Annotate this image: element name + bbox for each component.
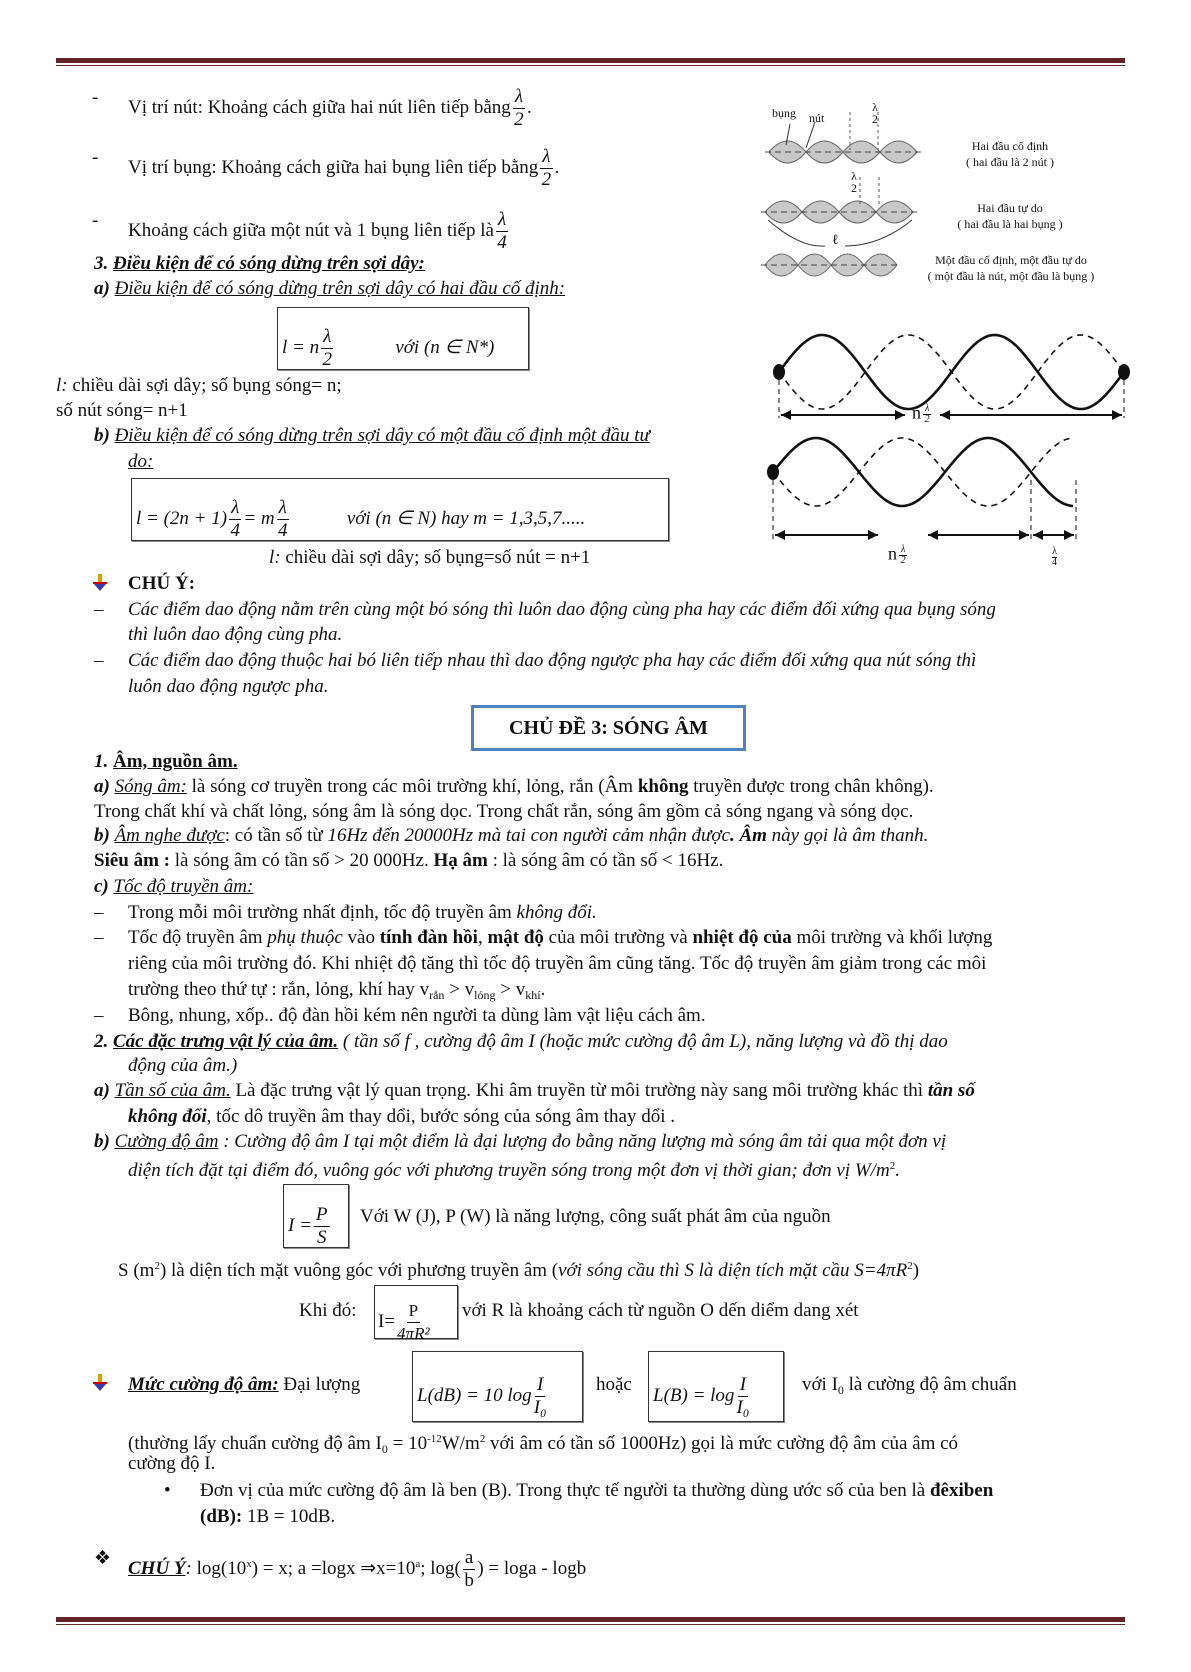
label-half-lambda: λ 2 (851, 169, 857, 195)
formula-box-b: L(B) = log $\frac{I}{\text{I₀}}$ (648, 1351, 784, 1422)
text-segment: không (637, 776, 689, 797)
text-segment: : có tần số từ (224, 825, 328, 846)
text-segment: CHÚ Ý (128, 1557, 186, 1579)
text-segment: là sóng âm có tần số > 20 000Hz. (170, 850, 434, 871)
text-segment: > v (444, 979, 475, 1000)
dash: - (92, 87, 99, 108)
para (128, 1004, 706, 1028)
text-segment: số nút sóng= n+1 (56, 400, 188, 421)
dash: – (94, 902, 104, 923)
text-segment: riêng của môi trường đó. Khi nhiệt độ tăng thì tốc độ truyền âm cũng tăng. Tốc độ truyền âm giảm trong các môi (128, 953, 987, 974)
text-segment: không đổi. (516, 902, 597, 923)
text-segment: a) (94, 278, 115, 299)
text-segment: với I (802, 1374, 838, 1395)
text-segment: vào (342, 927, 380, 948)
text-segment: Các đặc trưng vật lý của âm. (113, 1031, 339, 1052)
text-segment: nhiệt độ của (692, 927, 792, 948)
text-segment: ) = x; a =logx ⇒x=10 (251, 1557, 416, 1579)
dash: - (92, 210, 99, 231)
text-segment: mật độ (487, 927, 544, 948)
topic-title: CHỦ ĐỀ 3: SÓNG ÂM (471, 705, 746, 751)
sound-level-heading (128, 1373, 360, 1397)
para (802, 1373, 1017, 1402)
formula-box-free: l = (2n + 1) $\frac{\lambda}{4}$ = m $\frac{\lambda}{4}$ với (n ∈ N) hay m = 1,3,5,7..... (131, 478, 669, 541)
text-segment: 1B = 10dB. (242, 1506, 336, 1527)
text-segment: . (540, 979, 546, 1000)
text-segment: 2 (479, 1433, 486, 1445)
dash: – (94, 927, 104, 948)
text-segment: x (246, 1557, 252, 1570)
text-segment: Điều kiện để có sóng dừng trên sợi dây có một đầu cố định một đầu tư (114, 425, 650, 446)
text-segment: diện tích đặt tại điểm đó, vuông góc với phương truyền sóng trong một đơn vị thời gian; đơn vị W/m (128, 1160, 890, 1181)
para (94, 800, 913, 824)
text-segment: Đơn vị của mức cường độ âm là ben (B). Trong thực tế người ta thường dùng ước số của ben là (200, 1480, 930, 1501)
label-length: ℓ (832, 233, 839, 248)
text-segment: Điều kiện để có sóng dừng trên sợi dây có hai đầu cố định: (114, 278, 566, 299)
text-segment: b) (94, 1131, 115, 1152)
bottom-rule (56, 1617, 1125, 1622)
text-segment: Khoảng cách giữa một nút và 1 bụng liên tiếp là (128, 219, 494, 241)
formula-box-db: L(dB) = 10 log $\frac{I}{\text{I₀}}$ (412, 1351, 583, 1422)
text-segment: phụ thuộc (267, 927, 343, 948)
text-segment: log(10 (191, 1557, 247, 1579)
text-segment: , tốc dô truyền âm thay dổi, bước sóng của sóng âm thay dổi . (206, 1106, 676, 1127)
text-segment: là sóng cơ truyền trong các môi trường khí, lỏng, rắn (Âm (186, 776, 638, 797)
text-segment: l: (56, 375, 68, 396)
para (128, 1054, 237, 1078)
dash: – (94, 1005, 104, 1026)
text-segment: Với W (J), P (W) là năng lượng, công suất phát âm của nguồn (360, 1206, 831, 1227)
text-segment: động của âm.) (128, 1055, 238, 1076)
text-segment: tính đàn hồi (379, 927, 478, 948)
fixed-end-dot (1118, 364, 1130, 380)
para (94, 775, 934, 799)
label-bung: bụng (772, 106, 796, 120)
caption-mixed: Một đầu cố định, một đầu tự do ( một đầu là nút, một đầu là bụng ) (927, 253, 1095, 283)
label-quarter-lambda: λ 4 (1052, 546, 1057, 568)
para (128, 978, 545, 1007)
heading-2 (94, 1030, 948, 1054)
text-segment: Tốc độ truyền âm (128, 927, 268, 948)
text-segment: của môi trường và (543, 927, 693, 948)
fraction: $\frac{\lambda}{4}$ (497, 209, 507, 253)
para (128, 926, 992, 950)
text-segment: Các điểm dao động nằm trên cùng một bó sóng thì luôn dao động cùng pha hay các điểm đối xứng qua bụng sóng (128, 599, 996, 620)
text-segment: môi trường và khối lượng (791, 927, 993, 948)
solid-wave (773, 438, 1073, 506)
text-segment: tần số (927, 1080, 975, 1101)
fixed-end-dot (767, 464, 779, 480)
text-segment: Tốc độ truyền âm: (113, 876, 254, 897)
text-segment: 2 (889, 1160, 896, 1172)
para (128, 901, 597, 925)
text-segment: a) (94, 776, 115, 797)
caption-free: Hai đầu tự do ( hai đầu là hai bụng ) (957, 201, 1063, 231)
note-item (128, 598, 996, 622)
text-segment: ; log( (420, 1557, 461, 1579)
caption-fixed: Hai đầu cố định ( hai đầu là 2 nút ) (966, 139, 1054, 169)
text-segment: với sóng cầu thì S là diện tích mặt cầu S=4πR (558, 1260, 908, 1281)
text-segment: Các điểm dao động thuộc hai bó liên tiếp nhau thì dao động ngược pha hay các điểm đối xứng qua nút sóng thì (128, 650, 977, 671)
bottom-rule-thin (56, 1624, 1125, 1625)
formula-box-fixed: l = n $\frac{\lambda}{2}$ với (n ∈ N*) (277, 307, 529, 370)
node-distance-line: Vị trí nút: Khoảng cách giữa hai nút liên tiếp bằng $\frac{\lambda}{2}$ . (128, 86, 532, 130)
text-segment: Đại lượng (278, 1374, 361, 1395)
dash: - (92, 147, 99, 168)
antinode-distance-line: Vị trí bụng: Khoảng cách giữa hai bụng liên tiếp bằng $\frac{\lambda}{2}$ . (128, 146, 560, 190)
dash: – (94, 650, 104, 671)
note-item-cont (128, 623, 342, 647)
note-item-cont (128, 675, 328, 699)
text-segment: Âm nghe được (114, 825, 225, 846)
text-segment: 16Hz đến 20000Hz mà tai con người cảm nhận được (327, 825, 730, 846)
text-segment: luôn dao động ngược pha. (128, 676, 329, 697)
para (128, 1105, 675, 1129)
text-segment: Vị trí nút: Khoảng cách giữa hai nút liên tiếp bằng (128, 96, 511, 118)
label-n-half-lambda: n $\frac{\lambda}{2}$ (912, 402, 930, 425)
formula-box-sphere: I= $\frac{P}{\text{4πR²}}$ (374, 1285, 458, 1339)
text-segment: b) (94, 825, 115, 846)
text-segment: 2 (154, 1260, 160, 1272)
para: với R là khoảng cách từ nguồn O dến diểm dang xét (462, 1300, 859, 1321)
text-segment: -12 (427, 1433, 442, 1445)
text-segment: 1. (94, 751, 113, 772)
text-segment: c) (94, 876, 114, 897)
text-segment: : Cường độ âm I tại một điểm là đại lượng đo bằng năng lượng mà sóng âm tải qua một đơn vị (218, 1131, 947, 1152)
text-segment: này gọi là âm thanh. (766, 825, 929, 846)
text-segment: , (477, 927, 488, 948)
dash: – (94, 599, 104, 620)
para (128, 952, 986, 976)
text-segment: Trong chất khí và chất lỏng, sóng âm là sóng dọc. Trong chất rắn, sóng âm gồm cả sóng ngang và sóng dọc. (94, 801, 914, 822)
text-segment: Là đặc trưng vật lý quan trọng. Khi âm truyền từ môi trường này sang môi trường khác thì (230, 1080, 928, 1101)
text-segment: a (415, 1557, 421, 1570)
text-segment: truyền được trong chân không). (688, 776, 934, 797)
text-segment: thì luôn dao động cùng pha. (128, 624, 343, 645)
label: hoặc (596, 1374, 632, 1395)
text-segment: a) (94, 1080, 115, 1101)
text-segment: : là sóng âm có tần số < 16Hz. (487, 850, 724, 871)
text-segment: trường theo thứ tự : rắn, lỏng, khí hay v (128, 979, 430, 1000)
para (200, 1479, 993, 1503)
text-segment: 2. (94, 1031, 113, 1052)
note-title: CHÚ Ý: (128, 573, 196, 594)
text-segment: W/m (441, 1433, 480, 1454)
text-segment: Cường độ âm (114, 1131, 219, 1152)
text-segment: 0 (381, 1442, 388, 1456)
text-segment: 3. (94, 253, 113, 274)
para (128, 1452, 215, 1476)
para (94, 1130, 946, 1154)
para (200, 1505, 335, 1529)
label-nut: nút (809, 111, 825, 125)
text-segment: với âm có tần số 1000Hz) gọi là mức cường độ âm của âm có (485, 1433, 959, 1454)
text-segment: chiều dài sợi dây; số bụng sóng= n; (67, 375, 342, 396)
label-n-half-lambda: n $\frac{\lambda}{2}$ (888, 543, 906, 566)
fraction: $\frac{\lambda}{2}$ (541, 146, 552, 190)
text-segment: Hạ âm (433, 850, 488, 871)
arrow-down-bullet-icon (92, 1374, 108, 1392)
para (128, 1154, 900, 1183)
text-segment: 0 (837, 1383, 844, 1397)
diamond-bullet-icon: ❖ (94, 1548, 112, 1569)
para (118, 1254, 919, 1283)
text-segment: là cường độ âm chuẩn (843, 1374, 1017, 1395)
text-segment: S (m (118, 1260, 155, 1281)
para (94, 824, 928, 848)
text-segment: Siêu âm : (94, 850, 170, 871)
arrow-down-bullet-icon (92, 574, 108, 592)
para (94, 849, 723, 873)
text-segment: Bông, nhung, xốp.. độ đàn hồi kém nên người ta dùng làm vật liệu cách âm. (128, 1005, 706, 1026)
label-half-lambda: λ 2 (872, 100, 878, 126)
text-segment: do: (128, 451, 154, 472)
text-segment: Điều kiện để có sóng dừng trên sợi dây: (113, 253, 425, 274)
text-segment: Mức cường độ âm: (128, 1374, 279, 1395)
text-segment: Sóng âm: (114, 776, 187, 797)
fraction: $\frac{\lambda}{2}$ (514, 86, 524, 130)
label: Khi đó: (299, 1300, 357, 1321)
text-segment: . Âm (729, 825, 767, 846)
text-segment: không đổi (128, 1106, 207, 1127)
formula-box-intensity: I = $\frac{P}{S}$ (283, 1184, 349, 1248)
text-segment: Tần số của âm. (114, 1080, 231, 1101)
text-segment: đêxiben (929, 1480, 994, 1501)
text-segment: > v (495, 979, 526, 1000)
text-segment: (thường lấy chuẩn cường độ âm I (128, 1433, 382, 1454)
text-segment: = 10 (387, 1433, 428, 1454)
text-segment: rắn (429, 988, 445, 1002)
text-segment: ( tần số f , cường độ âm I (hoặc mức cường độ âm L), năng lượng và đồ thị dao (338, 1031, 948, 1052)
heading-1 (94, 750, 238, 774)
note-item (128, 649, 976, 673)
text-segment: chiều dài sợi dây; số bụng=số nút = n+1 (280, 547, 591, 568)
para (360, 1205, 831, 1229)
standing-wave-diagram (0, 0, 1191, 600)
text-segment: 2 (907, 1260, 913, 1272)
dashed-wave (779, 335, 1123, 409)
fixed-end-dot (773, 364, 785, 380)
text-segment: Âm, nguồn âm. (113, 751, 238, 772)
para (94, 1079, 975, 1103)
text-segment: (dB): (200, 1506, 243, 1527)
para (128, 1427, 958, 1461)
text-segment: Vị trí bụng: Khoảng cách giữa hai bụng liên tiếp bằng (128, 156, 539, 178)
text-segment: . (895, 1160, 900, 1181)
text-segment: ) (912, 1260, 920, 1281)
log-rules: CHÚ Ý: $\log(10^x) = x$; a =logx $\Rightarrow x=10^a$; log( $\frac{a}{b}$ ) = loga - logb (128, 1547, 587, 1591)
text-segment: b) (94, 425, 115, 446)
text-segment: lỏng (474, 988, 496, 1002)
text-segment: khí (525, 988, 541, 1002)
text-segment: : (185, 1557, 192, 1579)
text-segment: cường độ I. (128, 1453, 216, 1474)
text-segment: Trong mỗi môi trường nhất định, tốc độ truyền âm (128, 902, 517, 923)
heading-c (94, 875, 253, 899)
text-segment: ) là diện tích mặt vuông góc với phương truyền âm ( (159, 1260, 559, 1281)
text-segment: l: (269, 547, 281, 568)
bullet-icon: • (164, 1480, 171, 1501)
